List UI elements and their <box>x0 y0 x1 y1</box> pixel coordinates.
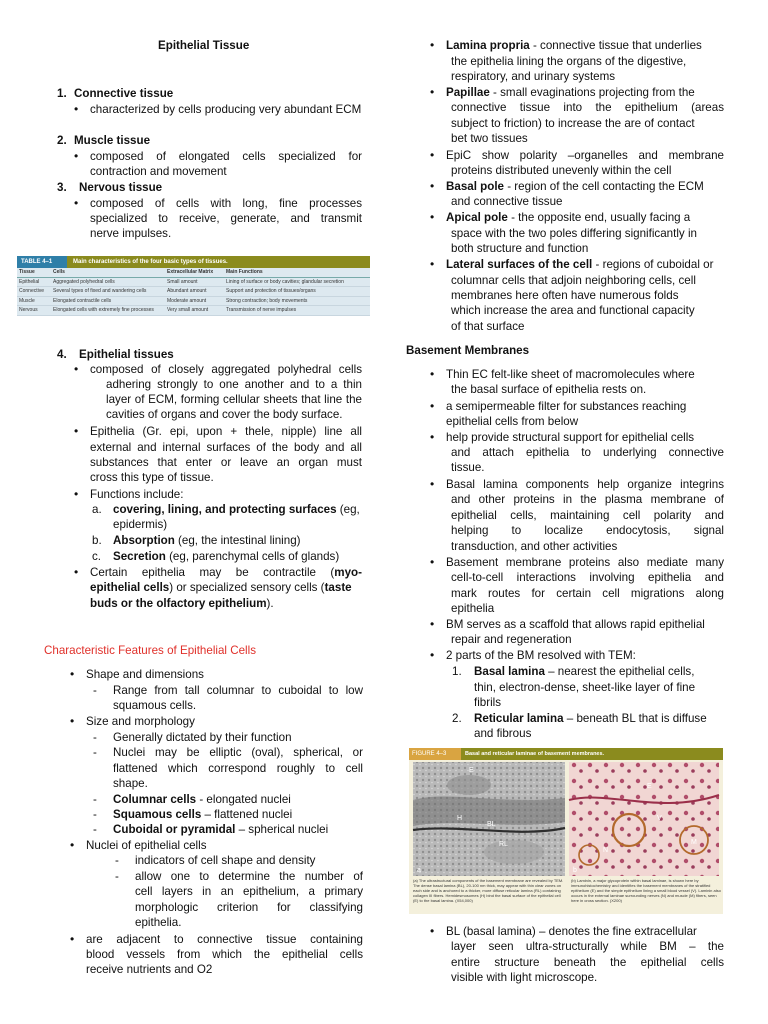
table <box>17 268 370 316</box>
figure-4-3 <box>409 748 723 914</box>
part-line: fibrils <box>474 696 502 709</box>
histology-image <box>569 762 719 876</box>
list-marker: 2. <box>452 712 462 725</box>
bullet-line: and other proteins in the plasma membrane of <box>451 493 724 506</box>
label-a: a <box>417 867 421 874</box>
part-line: and fibrous <box>474 727 532 740</box>
bullet-line: the epithelia lining the organs of the digestive, <box>451 55 687 68</box>
bullet-text: adhering strongly to one another and to a thin <box>106 378 362 391</box>
bullet-text: ). <box>266 597 274 610</box>
list-item: • Basement membrane proteins also mediate many <box>446 555 724 570</box>
table-caption: Main characteristics of the four basic types of tissues. <box>73 259 228 265</box>
bullet-line: membranes here often have numerous folds <box>451 289 679 302</box>
sub-item: - Range from tall columnar to cuboidal to low <box>113 683 363 698</box>
term: Papillae <box>446 86 490 99</box>
bullet-line: blood vessels from which the epithelial cells <box>86 948 363 961</box>
section-num: 3. <box>57 181 67 194</box>
table-tag: TABLE 4–1 <box>17 256 67 268</box>
bullet-line: columnar cells that adjoin neighboring cells, cell <box>451 274 696 287</box>
table-cell: Nervous <box>17 306 51 316</box>
label-V: V <box>657 815 662 822</box>
bullet-text: characterized by cells producing very abundant ECM <box>90 103 362 116</box>
term: Reticular lamina <box>474 712 564 725</box>
function-bold: Absorption <box>113 534 175 547</box>
table-cell: Epithelial <box>17 277 51 287</box>
bullet-text: ) or specialized sensory cells ( <box>169 581 325 594</box>
list-item: • composed of elongated cells specialized for <box>90 149 362 164</box>
list-item <box>90 565 362 580</box>
table-cell: Lining of surface or body cavities; glandular secretion <box>224 277 370 287</box>
table-row <box>17 277 370 287</box>
label-M: M <box>691 839 697 846</box>
table-row <box>17 296 370 306</box>
bullet-text: external and internal surfaces of the body and all <box>90 441 362 454</box>
definition: - the opposite end, usually facing a <box>507 211 691 224</box>
bullet-line: transduction, and other activities <box>451 540 618 553</box>
bullet-line: entire structure beneath the epithelial cells <box>451 956 724 969</box>
list-marker: a. <box>92 503 102 516</box>
table-row <box>17 306 370 316</box>
col-header: Tissue <box>17 268 51 277</box>
bullet-line: repair and regeneration <box>451 633 572 646</box>
list-item: • are adjacent to connective tissue containing <box>86 932 363 947</box>
figure-header-bar <box>409 748 723 760</box>
definition: – nearest the epithelial cells, <box>544 665 695 678</box>
sub-rest: – spherical nuclei <box>235 823 329 836</box>
list-item <box>446 257 724 272</box>
list-item: • a semipermeable filter for substances reaching <box>446 399 724 414</box>
page-title: Epithelial Tissue <box>158 39 250 52</box>
table-cell: Support and protection of tissues/organs <box>224 287 370 297</box>
bullet-line: which increase the area and functional capacity <box>451 304 695 317</box>
list-item: • BL (basal lamina) – denotes the fine extracellular <box>446 924 724 939</box>
sub-bold: Squamous cells <box>113 808 202 821</box>
table-cell: Connective <box>17 287 51 297</box>
table-cell: Muscle <box>17 296 51 306</box>
definition: - connective tissue that underlies <box>529 39 702 52</box>
bullet-bold: epithelial cells <box>90 581 170 594</box>
micrograph-images <box>409 760 723 878</box>
bullet-line: space with the two poles differing significantly in <box>451 227 697 240</box>
label-b: b <box>573 867 577 874</box>
sub-item-line: epithelia. <box>135 916 182 929</box>
list-item: • Functions include: <box>90 487 183 502</box>
sub-item: - Generally dictated by their function <box>113 730 292 745</box>
function-rest: (eg, the intestinal lining) <box>174 534 301 547</box>
section-num: 4. <box>57 348 67 361</box>
label-N: N <box>603 847 609 854</box>
table-header-bar <box>17 256 370 268</box>
list-marker: b. <box>92 534 102 547</box>
term: Basal pole <box>446 180 504 193</box>
bullet-text: Certain epithelia may be contractile ( <box>90 566 335 579</box>
bullet-line: helping to localize endocytosis, signal <box>451 524 724 537</box>
list-item <box>446 38 724 53</box>
section-heading-red: Characteristic Features of Epithelial Cells <box>44 644 256 657</box>
list-item <box>446 210 724 225</box>
list-item <box>446 179 724 194</box>
sub-item: - indicators of cell shape and density <box>135 853 315 868</box>
bullet-line: both structure and function <box>451 242 589 255</box>
tissue-table <box>17 256 370 316</box>
definition: - small evaginations projecting from the <box>489 86 695 99</box>
table-header-row <box>17 268 370 277</box>
list-item: • composed of cells with long, fine processes <box>90 196 362 211</box>
bullet-line: connective tissue into the epithelium (areas <box>451 101 724 114</box>
label-RL: RL <box>499 841 508 848</box>
list-marker: c. <box>92 550 102 563</box>
list-marker: 1. <box>452 665 462 678</box>
bullet-bold: taste <box>324 581 352 594</box>
part-item <box>474 664 724 679</box>
figure-caption: Basal and reticular laminae of basement membranes. <box>465 751 605 757</box>
table-cell: Several types of fixed and wandering cells <box>51 287 165 297</box>
table-cell: Abundant amount <box>165 287 224 297</box>
section-heading: Muscle tissue <box>74 134 151 147</box>
function-bold: Secretion <box>113 550 166 563</box>
list-item <box>446 85 724 100</box>
bullet-line: cell-to-cell interactions involving epithelia and <box>451 571 724 584</box>
term: Apical pole <box>446 211 508 224</box>
col-header: Extracellular Matrix <box>165 268 224 277</box>
label-E2: E <box>647 783 652 790</box>
table-cell: Elongated contractile cells <box>51 296 165 306</box>
function-rest: (eg, parenchymal cells of glands) <box>165 550 340 563</box>
bullet-bold: buds or the olfactory epithelium <box>90 597 267 610</box>
bullet-line <box>90 580 365 595</box>
sub-item <box>113 822 328 837</box>
function-bold: covering, lining, and protecting surfaces <box>113 503 337 516</box>
bullet-line <box>90 596 274 611</box>
sub-bold: Columnar cells <box>113 793 197 806</box>
tem-organelle <box>447 775 491 795</box>
term: Basal lamina <box>474 665 545 678</box>
sub-rest: – flattened nuclei <box>201 808 293 821</box>
bullet-bold: myo- <box>334 566 362 579</box>
sub-item-line: squamous cells. <box>113 699 197 712</box>
section-num: 1. <box>57 87 67 100</box>
list-item: • Nuclei of epithelial cells <box>86 838 207 853</box>
bullet-line: epithelia <box>451 602 495 615</box>
part-line: thin, electron-dense, sheet-like layer of fine <box>474 681 696 694</box>
bullet-line: epithelial cells from below <box>446 415 579 428</box>
function-item <box>113 533 301 548</box>
list-item: • help provide structural support for epithelial cells <box>446 430 724 445</box>
list-item: • EpiC show polarity –organelles and membrane <box>446 148 724 163</box>
table-cell: Strong contraction; body movements <box>224 296 370 306</box>
section-num: 2. <box>57 134 67 147</box>
sub-item-line: shape. <box>113 777 148 790</box>
figure-caption-a: (a) The ultrastructural components of the basement membrane are revealed by TEM. The dense basal lamina (BL), 20-100 nm thick, may appear with thin clear zones on each side and is anchored to a thicker, more diffuse reticular lamina (RL) containing collagen III fibers. Hemidesmosomes (H) bind the basal surface of the epithelial cell (E) to the basal lamina. (X54,000) <box>413 878 564 903</box>
term: Lateral surfaces of the cell <box>446 258 593 271</box>
bullet-line: tissue. <box>451 461 485 474</box>
table-row <box>17 287 370 297</box>
table-cell: Aggregated polyhedral cells <box>51 277 165 287</box>
bullet-line: receive nutrients and O2 <box>86 963 213 976</box>
section-heading: Connective tissue <box>74 87 174 100</box>
bullet-text: contraction and movement <box>90 165 227 178</box>
list-item: • BM serves as a scaffold that allows rapid epithelial <box>446 617 724 632</box>
bullet-text: specialized to receive, generate, and transmit <box>90 212 362 225</box>
definition: - regions of cuboidal or <box>592 258 714 271</box>
col-header: Cells <box>51 268 165 277</box>
bullet-text: cross this type of tissue. <box>90 471 214 484</box>
figure-caption-b: (b) Laminin, a major glycoprotein within basal laminae, is shown here by immunohistochemistry and identifies the basement membranes of the stratified epithelium (E) and the simple epithelium lining a small blood vessel (V). Laminin also occurs in the external laminae surrounding nerves (N) and muscle (M) fibers, seen here in cross section. (X200) <box>571 878 721 903</box>
sub-item-line: flattened which correspond roughly to cell <box>113 762 363 775</box>
bullet-line: layer seen ultra-structurally while BM – the <box>451 940 724 953</box>
figure-tag: FIGURE 4–3 <box>409 748 461 760</box>
sub-item: - Nuclei may be elliptic (oval), spherical, or <box>113 745 363 760</box>
list-item: • Size and morphology <box>86 714 195 729</box>
bullet-line: epithelial cells, maintaining cell polarity and <box>451 509 724 522</box>
table-cell: Very small amount <box>165 306 224 316</box>
term: Lamina propria <box>446 39 530 52</box>
definition: - region of the cell contacting the ECM <box>504 180 704 193</box>
list-item: • 2 parts of the BM resolved with TEM: <box>446 648 636 663</box>
bullet-text: layer of ECM, forming cellular sheets that line the <box>106 393 362 406</box>
list-item: • Thin EC felt-like sheet of macromolecules where <box>446 367 724 382</box>
function-line: epidermis) <box>113 518 168 531</box>
list-item: • Shape and dimensions <box>86 667 204 682</box>
sub-rest: - elongated nuclei <box>196 793 291 806</box>
function-item <box>113 502 363 517</box>
sub-item <box>113 792 291 807</box>
list-item: • Basal lamina components help organize integrins <box>446 477 724 492</box>
list-item: • composed of closely aggregated polyhedral cells <box>90 362 362 377</box>
sub-bold: Cuboidal or pyramidal <box>113 823 236 836</box>
bullet-line: bet two tissues <box>451 132 528 145</box>
sub-item: - allow one to determine the number of <box>135 869 363 884</box>
table-cell: Small amount <box>165 277 224 287</box>
bullet-text: cavities of organs and cover the body surface. <box>106 408 343 421</box>
bullet-line: respiratory, and urinary systems <box>451 70 616 83</box>
bullet-line: mark routes for certain cell migrations along <box>451 587 724 600</box>
bullet-line: and connective tissue <box>451 195 563 208</box>
definition: – beneath BL that is diffuse <box>563 712 707 725</box>
list-item <box>90 102 362 117</box>
bullet-line: the basal surface of epithelia rests on. <box>451 383 647 396</box>
section-heading: Nervous tissue <box>79 181 163 194</box>
table-cell: Transmission of nerve impulses <box>224 306 370 316</box>
table-cell: Elongated cells with extremely fine processes <box>51 306 165 316</box>
function-item <box>113 549 339 564</box>
label-H: H <box>457 815 463 822</box>
bullet-line: visible with light microscope. <box>451 971 598 984</box>
bullet-line: subject to friction) to increase the are of contact <box>451 117 695 130</box>
table-cell: Moderate amount <box>165 296 224 306</box>
sub-item-line: cell layers in an epithelium, a primary <box>135 885 363 898</box>
col-header: Main Functions <box>224 268 370 277</box>
bullet-line: of that surface <box>451 320 525 333</box>
bullet-line: and attach epithelia to underlying connective <box>451 446 724 459</box>
bullet-text: substances that enter or leave an organ must <box>90 456 362 469</box>
tem-fibers <box>484 840 544 864</box>
sub-item <box>113 807 292 822</box>
list-item: • Epithelia (Gr. epi, upon + thele, nipple) line all <box>90 424 362 439</box>
label-E: E <box>469 767 474 774</box>
section-heading: Basement Membranes <box>406 344 530 357</box>
sub-item-line: morphologic criterion for classifying <box>135 901 363 914</box>
section-heading: Epithelial tissues <box>79 348 174 361</box>
bullet-text: nerve impulses. <box>90 227 172 240</box>
part-item <box>474 711 724 726</box>
function-rest: (eg, <box>336 503 360 516</box>
label-BL: BL <box>487 821 496 828</box>
bullet-line: proteins distributed unevenly within the cell <box>451 164 672 177</box>
